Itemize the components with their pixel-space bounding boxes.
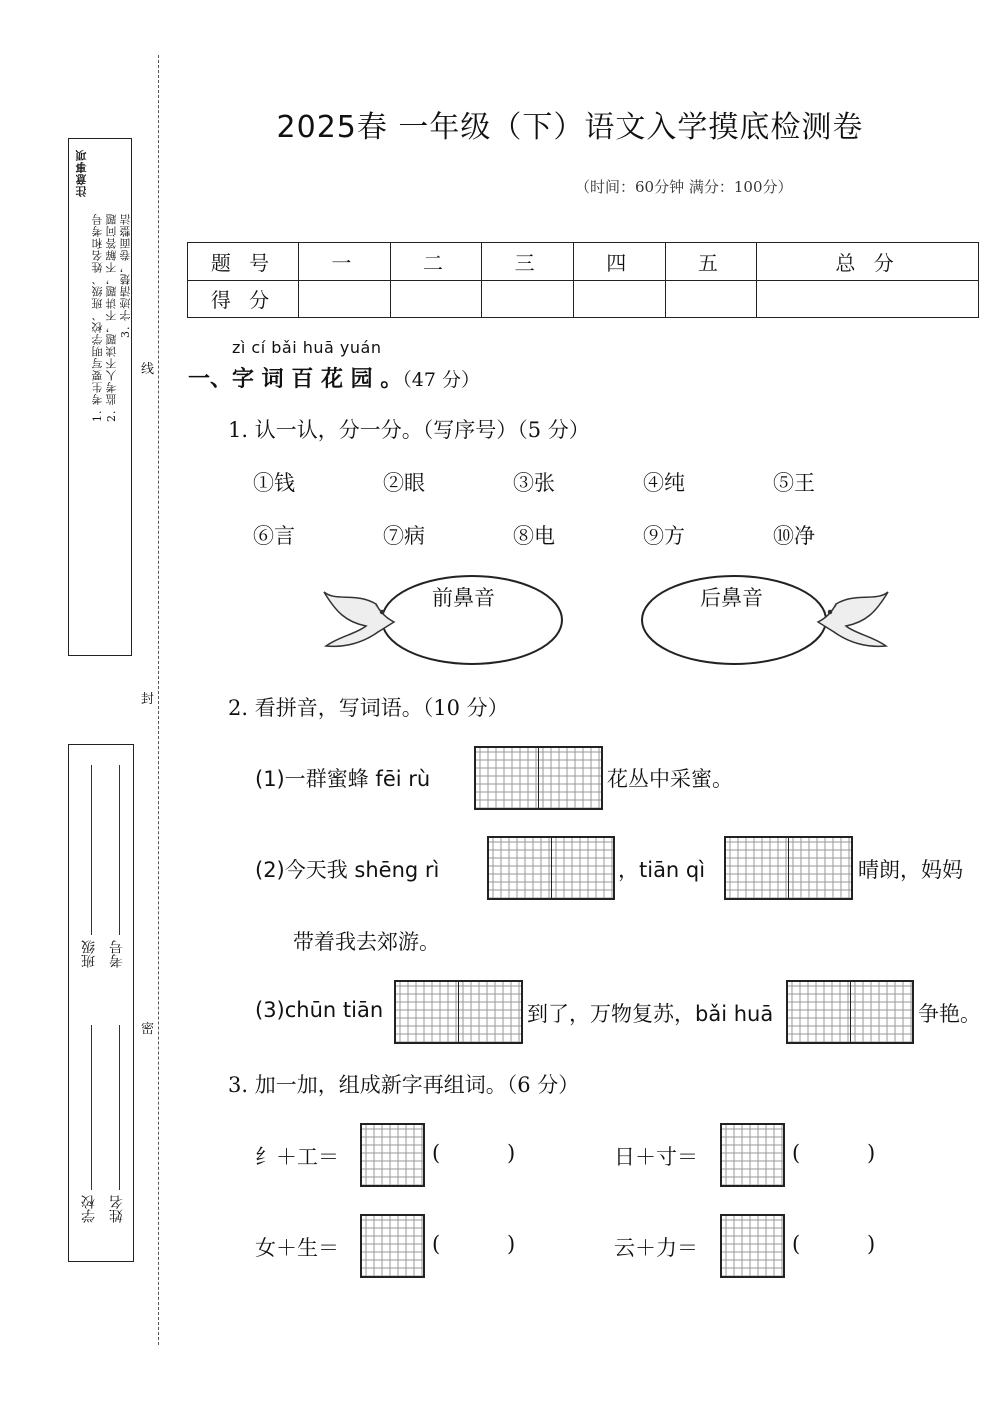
seal-word: 封 xyxy=(141,692,155,707)
grid-cell[interactable] xyxy=(362,1125,423,1185)
exam-number-label: 考号 xyxy=(109,940,125,968)
section-title-text: 一、字 词 百 花 园 。 xyxy=(188,366,403,392)
grid-cell[interactable] xyxy=(851,982,913,1042)
score-header-cell: 三 xyxy=(482,243,574,281)
grid-cell[interactable] xyxy=(722,1216,783,1276)
char-option: ⑦病 xyxy=(383,524,425,548)
grid-cell[interactable] xyxy=(362,1216,423,1276)
sentence-1-start: (1)一群蜜蜂 fēi rù xyxy=(255,767,431,791)
score-table-score-row xyxy=(188,280,979,318)
sentence-3-end: 争艳。 xyxy=(918,1002,981,1026)
section-pinyin: zì cí bǎi huā yuán xyxy=(232,338,382,357)
char-option: ⑩净 xyxy=(773,524,815,548)
score-cell[interactable] xyxy=(390,280,482,318)
sentence-2-start: (2)今天我 shēng rì xyxy=(255,858,440,882)
grid-cell[interactable] xyxy=(539,748,601,808)
score-cell[interactable] xyxy=(299,280,391,318)
binding-dash-line xyxy=(158,55,159,1345)
oval-label-back-nasal: 后鼻音 xyxy=(700,586,763,610)
score-cell[interactable] xyxy=(665,280,757,318)
school-blank[interactable] xyxy=(91,1025,92,1190)
char-box[interactable] xyxy=(720,1123,785,1187)
note-item: 3. 字迹清楚，卷面整洁 xyxy=(119,213,132,338)
word-blank[interactable]: ( ) xyxy=(432,1141,516,1165)
time-score-info: （时间：60分钟 满分：100分） xyxy=(575,178,793,196)
char-option: ②眼 xyxy=(383,471,425,495)
grid-cell[interactable] xyxy=(489,838,552,898)
score-table xyxy=(187,242,979,318)
grid-cell[interactable] xyxy=(789,838,851,898)
question-1-title: 1. 认一认，分一分。（写序号）（5 分） xyxy=(228,418,590,442)
sentence-2-end: 晴朗，妈妈 xyxy=(858,858,963,882)
name-label: 姓名 xyxy=(109,1195,125,1223)
writing-grid-baihua[interactable] xyxy=(786,980,914,1044)
writing-grid-feiru[interactable] xyxy=(474,746,603,810)
char-option: ⑨方 xyxy=(643,524,685,548)
class-blank[interactable] xyxy=(91,765,92,935)
note-item: 1. 考生要写明学校、班级、姓名和考号 xyxy=(91,213,104,422)
school-label: 学校 xyxy=(81,1195,97,1223)
sentence-1-end: 花丛中采蜜。 xyxy=(607,767,733,791)
word-blank[interactable]: ( ) xyxy=(792,1232,876,1256)
grid-cell[interactable] xyxy=(552,838,614,898)
name-blank[interactable] xyxy=(119,1025,120,1190)
class-label: 班级 xyxy=(81,940,97,968)
writing-grid-chuntian[interactable] xyxy=(394,980,523,1044)
question-3-title: 3. 加一加，组成新字再组词。（6 分） xyxy=(228,1073,580,1097)
notes-box xyxy=(68,138,132,656)
section-points: （47 分） xyxy=(402,369,481,391)
char-option: ⑥言 xyxy=(253,524,295,548)
char-box[interactable] xyxy=(360,1214,425,1278)
exam-number-blank[interactable] xyxy=(119,765,120,935)
char-box[interactable] xyxy=(720,1214,785,1278)
grid-cell[interactable] xyxy=(459,982,521,1042)
grid-cell[interactable] xyxy=(476,748,539,808)
char-option: ④纯 xyxy=(643,471,685,495)
score-table-header-row xyxy=(188,243,979,281)
score-header-cell: 二 xyxy=(390,243,482,281)
seal-word: 密 xyxy=(141,1022,155,1037)
combine-equation: 女＋生＝ xyxy=(255,1236,339,1260)
section-title xyxy=(188,362,480,393)
score-cell[interactable] xyxy=(482,280,574,318)
score-cell[interactable] xyxy=(757,280,979,318)
student-info-box xyxy=(68,744,134,1262)
writing-grid-shengri[interactable] xyxy=(487,836,615,900)
swallow-icon xyxy=(818,592,888,646)
combine-equation: 云＋力＝ xyxy=(614,1236,698,1260)
score-cell[interactable] xyxy=(573,280,665,318)
score-header-cell: 一 xyxy=(299,243,391,281)
page-title: 2025春 一年级（下）语文入学摸底检测卷 xyxy=(276,110,864,145)
seal-word: 线 xyxy=(141,362,155,377)
sorting-ovals xyxy=(316,572,896,672)
question-2-title: 2. 看拼音，写词语。（10 分） xyxy=(228,696,509,720)
grid-cell[interactable] xyxy=(722,1125,783,1185)
notes-heading: 注意事项 xyxy=(75,149,88,197)
grid-cell[interactable] xyxy=(788,982,851,1042)
grid-cell[interactable] xyxy=(396,982,459,1042)
score-header-cell: 四 xyxy=(573,243,665,281)
grid-cell[interactable] xyxy=(726,838,789,898)
char-option: ⑧电 xyxy=(513,524,555,548)
word-blank[interactable]: ( ) xyxy=(792,1141,876,1165)
combine-equation: 纟＋工＝ xyxy=(255,1145,339,1169)
combine-equation: 日＋寸＝ xyxy=(614,1145,698,1169)
writing-grid-tianqi[interactable] xyxy=(724,836,853,900)
score-row-label: 得 分 xyxy=(188,280,299,318)
score-header-cell: 五 xyxy=(665,243,757,281)
char-option: ③张 xyxy=(513,471,555,495)
sentence-2-mid: ，tiān qì xyxy=(618,858,706,882)
char-option: ①钱 xyxy=(253,471,295,495)
oval-label-front-nasal: 前鼻音 xyxy=(432,586,495,610)
char-option: ⑤王 xyxy=(773,471,815,495)
sentence-3-start: (3)chūn tiān xyxy=(255,998,384,1022)
sentence-2-continued: 带着我去郊游。 xyxy=(293,930,440,954)
swallow-icon xyxy=(324,592,394,646)
sentence-3-mid: 到了，万物复苏，bǎi huā xyxy=(527,1002,774,1026)
note-item: 2. 监考人不读题，不讲题，不解答问题 xyxy=(105,213,118,422)
score-header-cell: 题 号 xyxy=(188,243,299,281)
word-blank[interactable]: ( ) xyxy=(432,1232,516,1256)
score-header-cell: 总 分 xyxy=(757,243,979,281)
char-box[interactable] xyxy=(360,1123,425,1187)
